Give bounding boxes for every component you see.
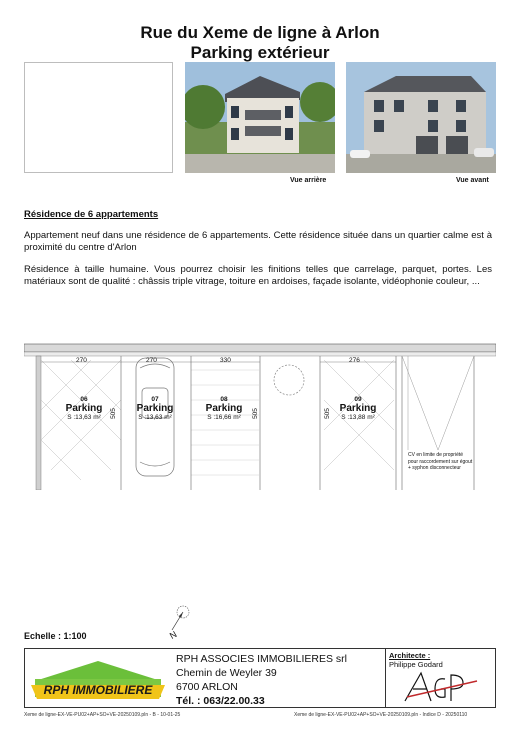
section-heading: Résidence de 6 appartements	[24, 209, 159, 220]
company-info	[176, 652, 347, 708]
company-phone: Tél. : 063/22.00.33	[176, 695, 265, 707]
rear-view-photo	[185, 62, 335, 173]
architect-signature	[401, 667, 481, 705]
dimension-label: 276	[349, 357, 360, 364]
space-area: S :13,88 m²	[341, 414, 375, 421]
company-name: RPH ASSOCIES IMMOBILIERES srl	[176, 653, 347, 665]
space-label: Parking	[136, 403, 174, 414]
front-view-photo	[346, 62, 496, 173]
logo-text: RPH IMMOBILIERE	[43, 683, 153, 697]
blank-photo-frame	[24, 62, 173, 173]
dimension-label: 330	[220, 357, 231, 364]
front-view-caption: Vue avant	[456, 177, 489, 184]
depth-dimension: 505	[109, 408, 117, 419]
space-number: 08	[220, 396, 228, 403]
space-label: Parking	[339, 403, 377, 414]
space-label: Parking	[65, 403, 103, 414]
parking-space-06	[58, 396, 110, 421]
parking-space-08	[194, 396, 254, 421]
footer-divider	[385, 649, 386, 707]
space-number: 09	[354, 396, 362, 403]
title-block	[24, 648, 496, 708]
file-reference-right: Xeme de ligne-EX-VE-PU02+AP+SO+VE-20250109.pln - Indice D - 20250110	[294, 712, 468, 718]
space-number: 07	[151, 396, 159, 403]
north-arrow	[164, 600, 194, 645]
space-area: S :16,66 m²	[207, 414, 241, 421]
space-area: S :13,63 m²	[67, 414, 101, 421]
company-city: 6700 ARLON	[176, 681, 238, 693]
scale-label: Echelle : 1:100	[24, 631, 87, 641]
space-area: S :13,63 m²	[138, 414, 172, 421]
page-subtitle: Parking extérieur	[190, 43, 330, 62]
parking-plan	[24, 340, 496, 490]
depth-dimension: 505	[251, 408, 259, 419]
dimension-label: 270	[76, 357, 87, 364]
space-label: Parking	[205, 403, 243, 414]
description-paragraph-2: Résidence à taille humaine. Vous pourrez choisir les finitions telles que carrelage, parquet, portes. Les matériaux sont de qualité : châssis triple vitrage, toiture en ardoises, façade isolante, vidéophonie couleur, ...	[24, 264, 492, 287]
rear-view-caption: Vue arrière	[290, 177, 327, 184]
company-logo	[29, 655, 167, 703]
architect-name: Philippe Godard	[389, 660, 443, 669]
note-line: CV en limite de propriété	[408, 452, 464, 458]
description-paragraph-1: Appartement neuf dans une résidence de 6 appartements. Cette résidence située dans un quartier calme est à proximité du centre d'Arlon	[24, 230, 492, 253]
north-label: N	[167, 629, 179, 641]
page-title: Rue du Xeme de ligne à Arlon	[140, 23, 380, 42]
architect-label: Architecte :	[389, 651, 431, 660]
dimension-label: 270	[146, 357, 157, 364]
file-reference-left: Xeme de ligne-EX-VE-PU02+AP+SO+VE-20250109.pln - B - 10-01-25	[24, 712, 181, 718]
note-line: + syphon disconnecteur	[408, 465, 461, 471]
parking-space-09	[330, 396, 386, 421]
sewer-note	[408, 452, 472, 472]
depth-dimension: 505	[323, 408, 331, 419]
space-number: 06	[80, 396, 88, 403]
company-street: Chemin de Weyler 39	[176, 667, 277, 679]
parking-space-07	[127, 396, 183, 421]
note-line: pour raccordement sur égout	[408, 458, 473, 465]
